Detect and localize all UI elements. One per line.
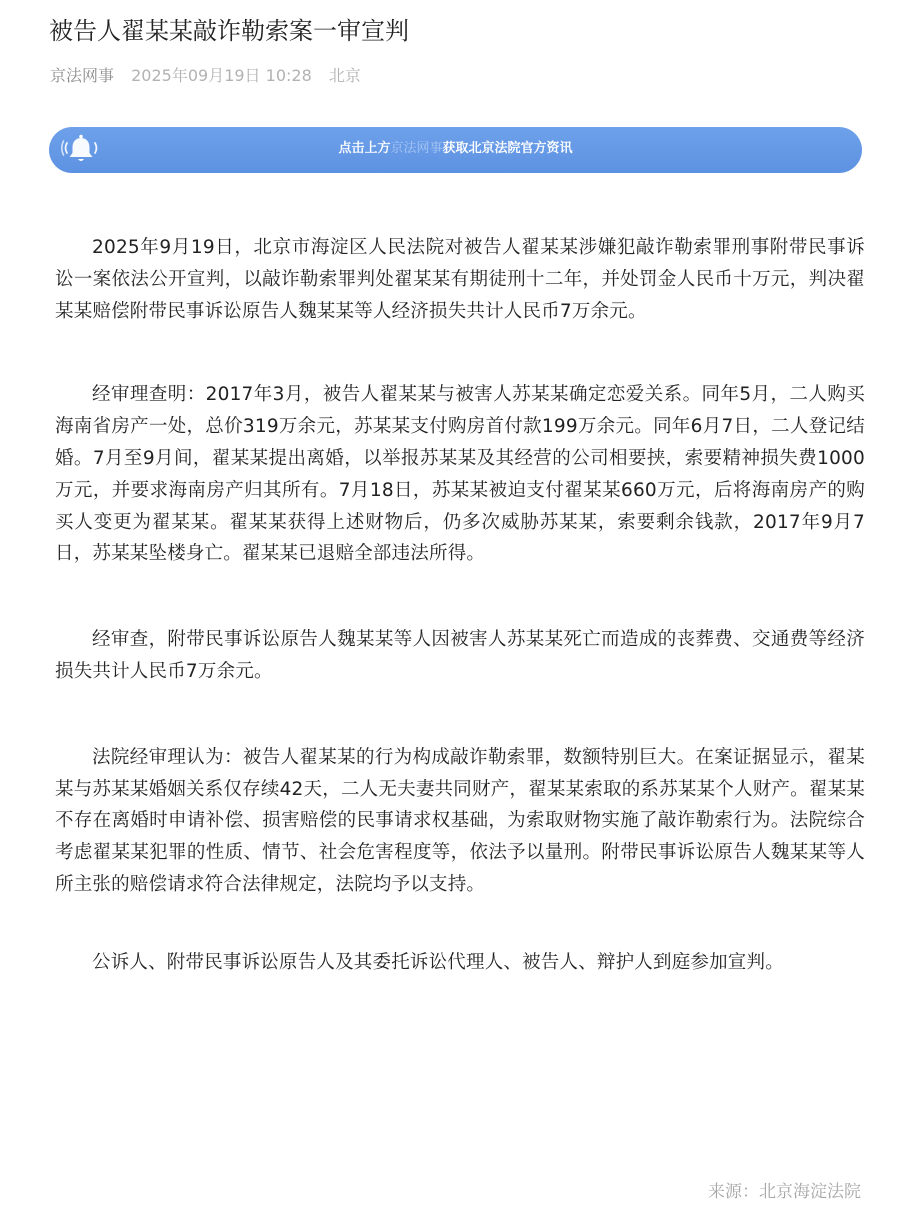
banner-account-name: 京法网事 — [390, 141, 443, 156]
publish-time: 2025年09月19日 10:28 — [131, 66, 312, 85]
publish-location: 北京 — [328, 66, 361, 85]
account-name-link[interactable]: 京法网事 — [50, 66, 115, 85]
paragraph-attendance: 公诉人、附带民事诉讼原告人及其委托诉讼代理人、被告人、辩护人到庭参加宣判。 — [92, 951, 784, 973]
paragraph-civil-claim: 经审查，附带民事诉讼原告人魏某某等人因被害人苏某某死亡而造成的丧葬费、交通费等经济损失共计人民币7万余元。 — [55, 629, 865, 682]
article-meta — [50, 64, 361, 88]
paragraph-court-opinion: 法院经审理认为：被告人翟某某的行为构成敲诈勒索罪，数额特别巨大。在案证据显示，翟某某与苏某某婚姻关系仅存续42天，二人无夫妻共同财产，翟某某索取的系苏某某个人财产。翟某某不存在离婚时申请补偿、损害赔偿的民事请求权基础，为索取财物实施了敲诈勒索行为。法院综合考虑翟某某犯罪的性质、情节、社会危害程度等，依法予以量刑。附带民事诉讼原告人魏某某等人所主张的赔偿请求符合法律规定，法院均予以支持。 — [55, 746, 865, 895]
article-body — [55, 232, 865, 979]
paragraph-verdict: 2025年9月19日，北京市海淀区人民法院对被告人翟某某涉嫌犯敲诈勒索罪刑事附带民事诉讼一案依法公开宣判，以敲诈勒索罪判处翟某某有期徒刑十二年，并处罚金人民币十万元，判决翟某某赔偿附带民事诉讼原告人魏某某等人经济损失共计人民币7万余元。 — [55, 237, 865, 322]
banner-text-prefix: 点击上方 — [338, 141, 391, 156]
article-title: 被告人翟某某敲诈勒索案一审宣判 — [49, 17, 409, 45]
banner-text-suffix: 获取北京法院官方资讯 — [442, 141, 573, 156]
paragraph-facts: 经审理查明：2017年3月，被告人翟某某与被害人苏某某确定恋爱关系。同年5月，二人购买海南省房产一处，总价319万余元，苏某某支付购房首付款199万余元。同年6月7日，二人登记结婚。7月至9月间，翟某某提出离婚，以举报苏某某及其经营的公司相要挟，索要精神损失费1000万元，并要求海南房产归其所有。7月18日，苏某某被迫支付翟某某660万元，后将海南房产的购买人变更为翟某某。翟某某获得上述财物后，仍多次威胁苏某某，索要剩余钱款，2017年9月7日，苏某某坠楼身亡。翟某某已退赔全部违法所得。 — [55, 384, 865, 565]
article-source: 来源：北京海淀法院 — [708, 1182, 861, 1202]
follow-banner-text — [49, 139, 862, 159]
follow-banner[interactable] — [49, 127, 862, 173]
